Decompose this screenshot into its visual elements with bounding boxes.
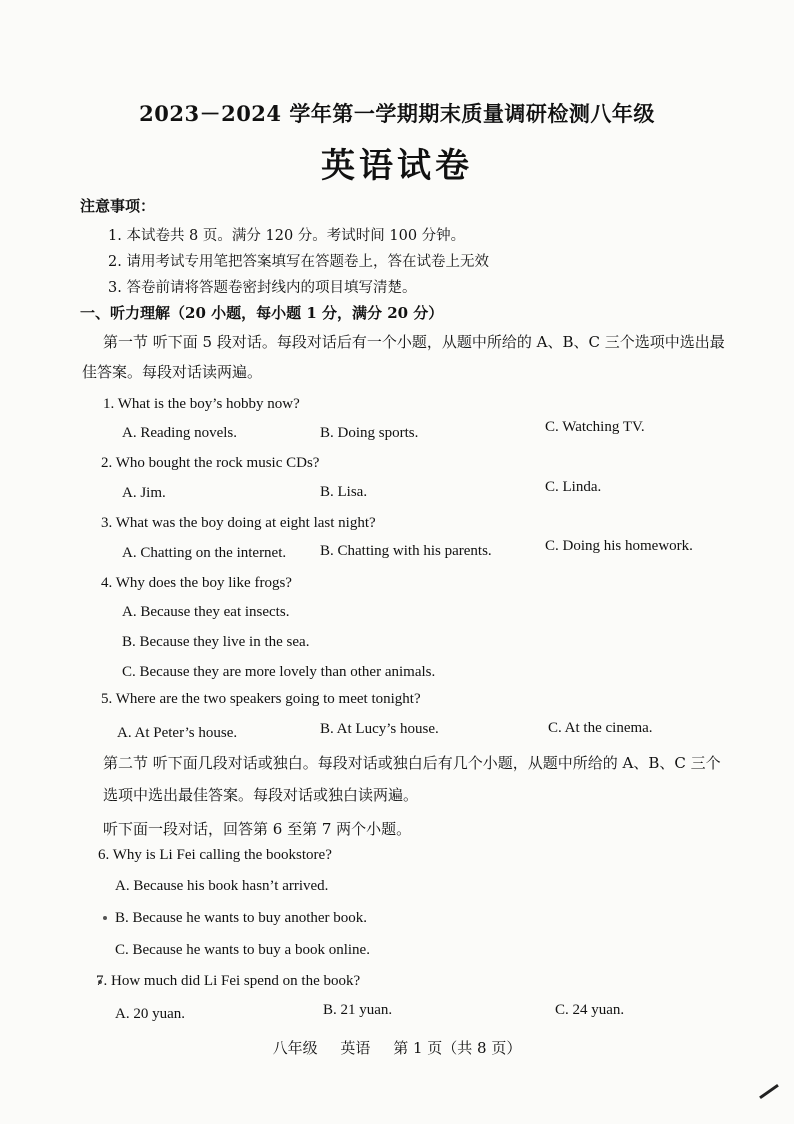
question-stem: 7. How much did Li Fei spend on the book? bbox=[96, 973, 361, 989]
part1-instructions: 佳答案。每段对话读两遍。 bbox=[82, 363, 263, 381]
scan-edge-mark bbox=[759, 1084, 779, 1099]
option-b: B. Doing sports. bbox=[320, 425, 419, 441]
question-stem: 5. Where are the two speakers going to meet tonight? bbox=[101, 691, 421, 707]
option-a: A. Because they eat insects. bbox=[122, 604, 290, 620]
option-b: B. Because he wants to buy another book. bbox=[115, 910, 368, 926]
notes-heading: 注意事项： bbox=[80, 197, 156, 215]
question-stem: 2. Who bought the rock music CDs? bbox=[101, 455, 320, 471]
option-b: B. 21 yuan. bbox=[323, 1002, 393, 1018]
note-item: 2. 请用考试专用笔把答案填写在答题卷上，答在试卷上无效 bbox=[108, 254, 489, 270]
footer-page-number: 第 1 页（共 8 页） bbox=[393, 1039, 522, 1057]
option-b: B. At Lucy’s house. bbox=[320, 721, 439, 737]
option-b: B. Because they live in the sea. bbox=[122, 634, 310, 650]
question-stem: 6. Why is Li Fei calling the bookstore? bbox=[98, 847, 332, 863]
footer-subject: 英语 bbox=[340, 1039, 371, 1057]
note-item: 1. 本试卷共 8 页。满分 120 分。考试时间 100 分钟。 bbox=[108, 228, 466, 244]
question-stem: 3. What was the boy doing at eight last night? bbox=[101, 515, 376, 531]
option-c: C. 24 yuan. bbox=[555, 1002, 625, 1018]
part2-instructions: 第二节 听下面几段对话或独白。每段对话或独白后有几个小题，从题中所给的 A、B、C 三个 bbox=[103, 754, 721, 772]
option-c: C. At the cinema. bbox=[548, 720, 653, 736]
page-footer bbox=[0, 1037, 794, 1058]
option-a: A. At Peter’s house. bbox=[117, 725, 238, 741]
option-c: C. Because he wants to buy a book online. bbox=[115, 942, 370, 958]
exam-subtitle: 英语试卷 bbox=[321, 146, 473, 186]
option-a: A. Chatting on the internet. bbox=[122, 545, 287, 561]
option-b: B. Lisa. bbox=[320, 484, 368, 500]
part2-instructions: 选项中选出最佳答案。每段对话或独白读两遍。 bbox=[103, 786, 419, 804]
note-item: 3. 答卷前请将答题卷密封线内的项目填写清楚。 bbox=[108, 280, 417, 296]
question-stem: 4. Why does the boy like frogs? bbox=[101, 575, 292, 591]
option-c: C. Doing his homework. bbox=[545, 538, 693, 554]
option-a: A. Jim. bbox=[122, 485, 166, 501]
option-b: B. Chatting with his parents. bbox=[320, 543, 492, 559]
question-stem: 1. What is the boy’s hobby now? bbox=[103, 396, 300, 412]
option-c: C. Because they are more lovely than other animals. bbox=[122, 664, 436, 680]
option-c: C. Linda. bbox=[545, 479, 602, 495]
option-a: A. Reading novels. bbox=[122, 425, 237, 441]
exam-title: 2023－2024 学年第一学期期末质量调研检测八年级 bbox=[139, 101, 655, 126]
option-a: A. 20 yuan. bbox=[115, 1006, 185, 1022]
option-c: C. Watching TV. bbox=[545, 419, 645, 435]
part1-instructions: 第一节 听下面 5 段对话。每段对话后有一个小题，从题中所给的 A、B、C 三个选项中选出最 bbox=[103, 333, 725, 351]
stray-dot-mark bbox=[103, 916, 107, 920]
section-heading-listening: 一、听力理解（20 小题，每小题 1 分，满分 20 分） bbox=[80, 304, 444, 322]
option-a: A. Because his book hasn’t arrived. bbox=[115, 878, 329, 894]
footer-grade: 八年级 bbox=[272, 1039, 318, 1057]
part2-lead-in: 听下面一段对话，回答第 6 至第 7 两个小题。 bbox=[103, 820, 412, 838]
